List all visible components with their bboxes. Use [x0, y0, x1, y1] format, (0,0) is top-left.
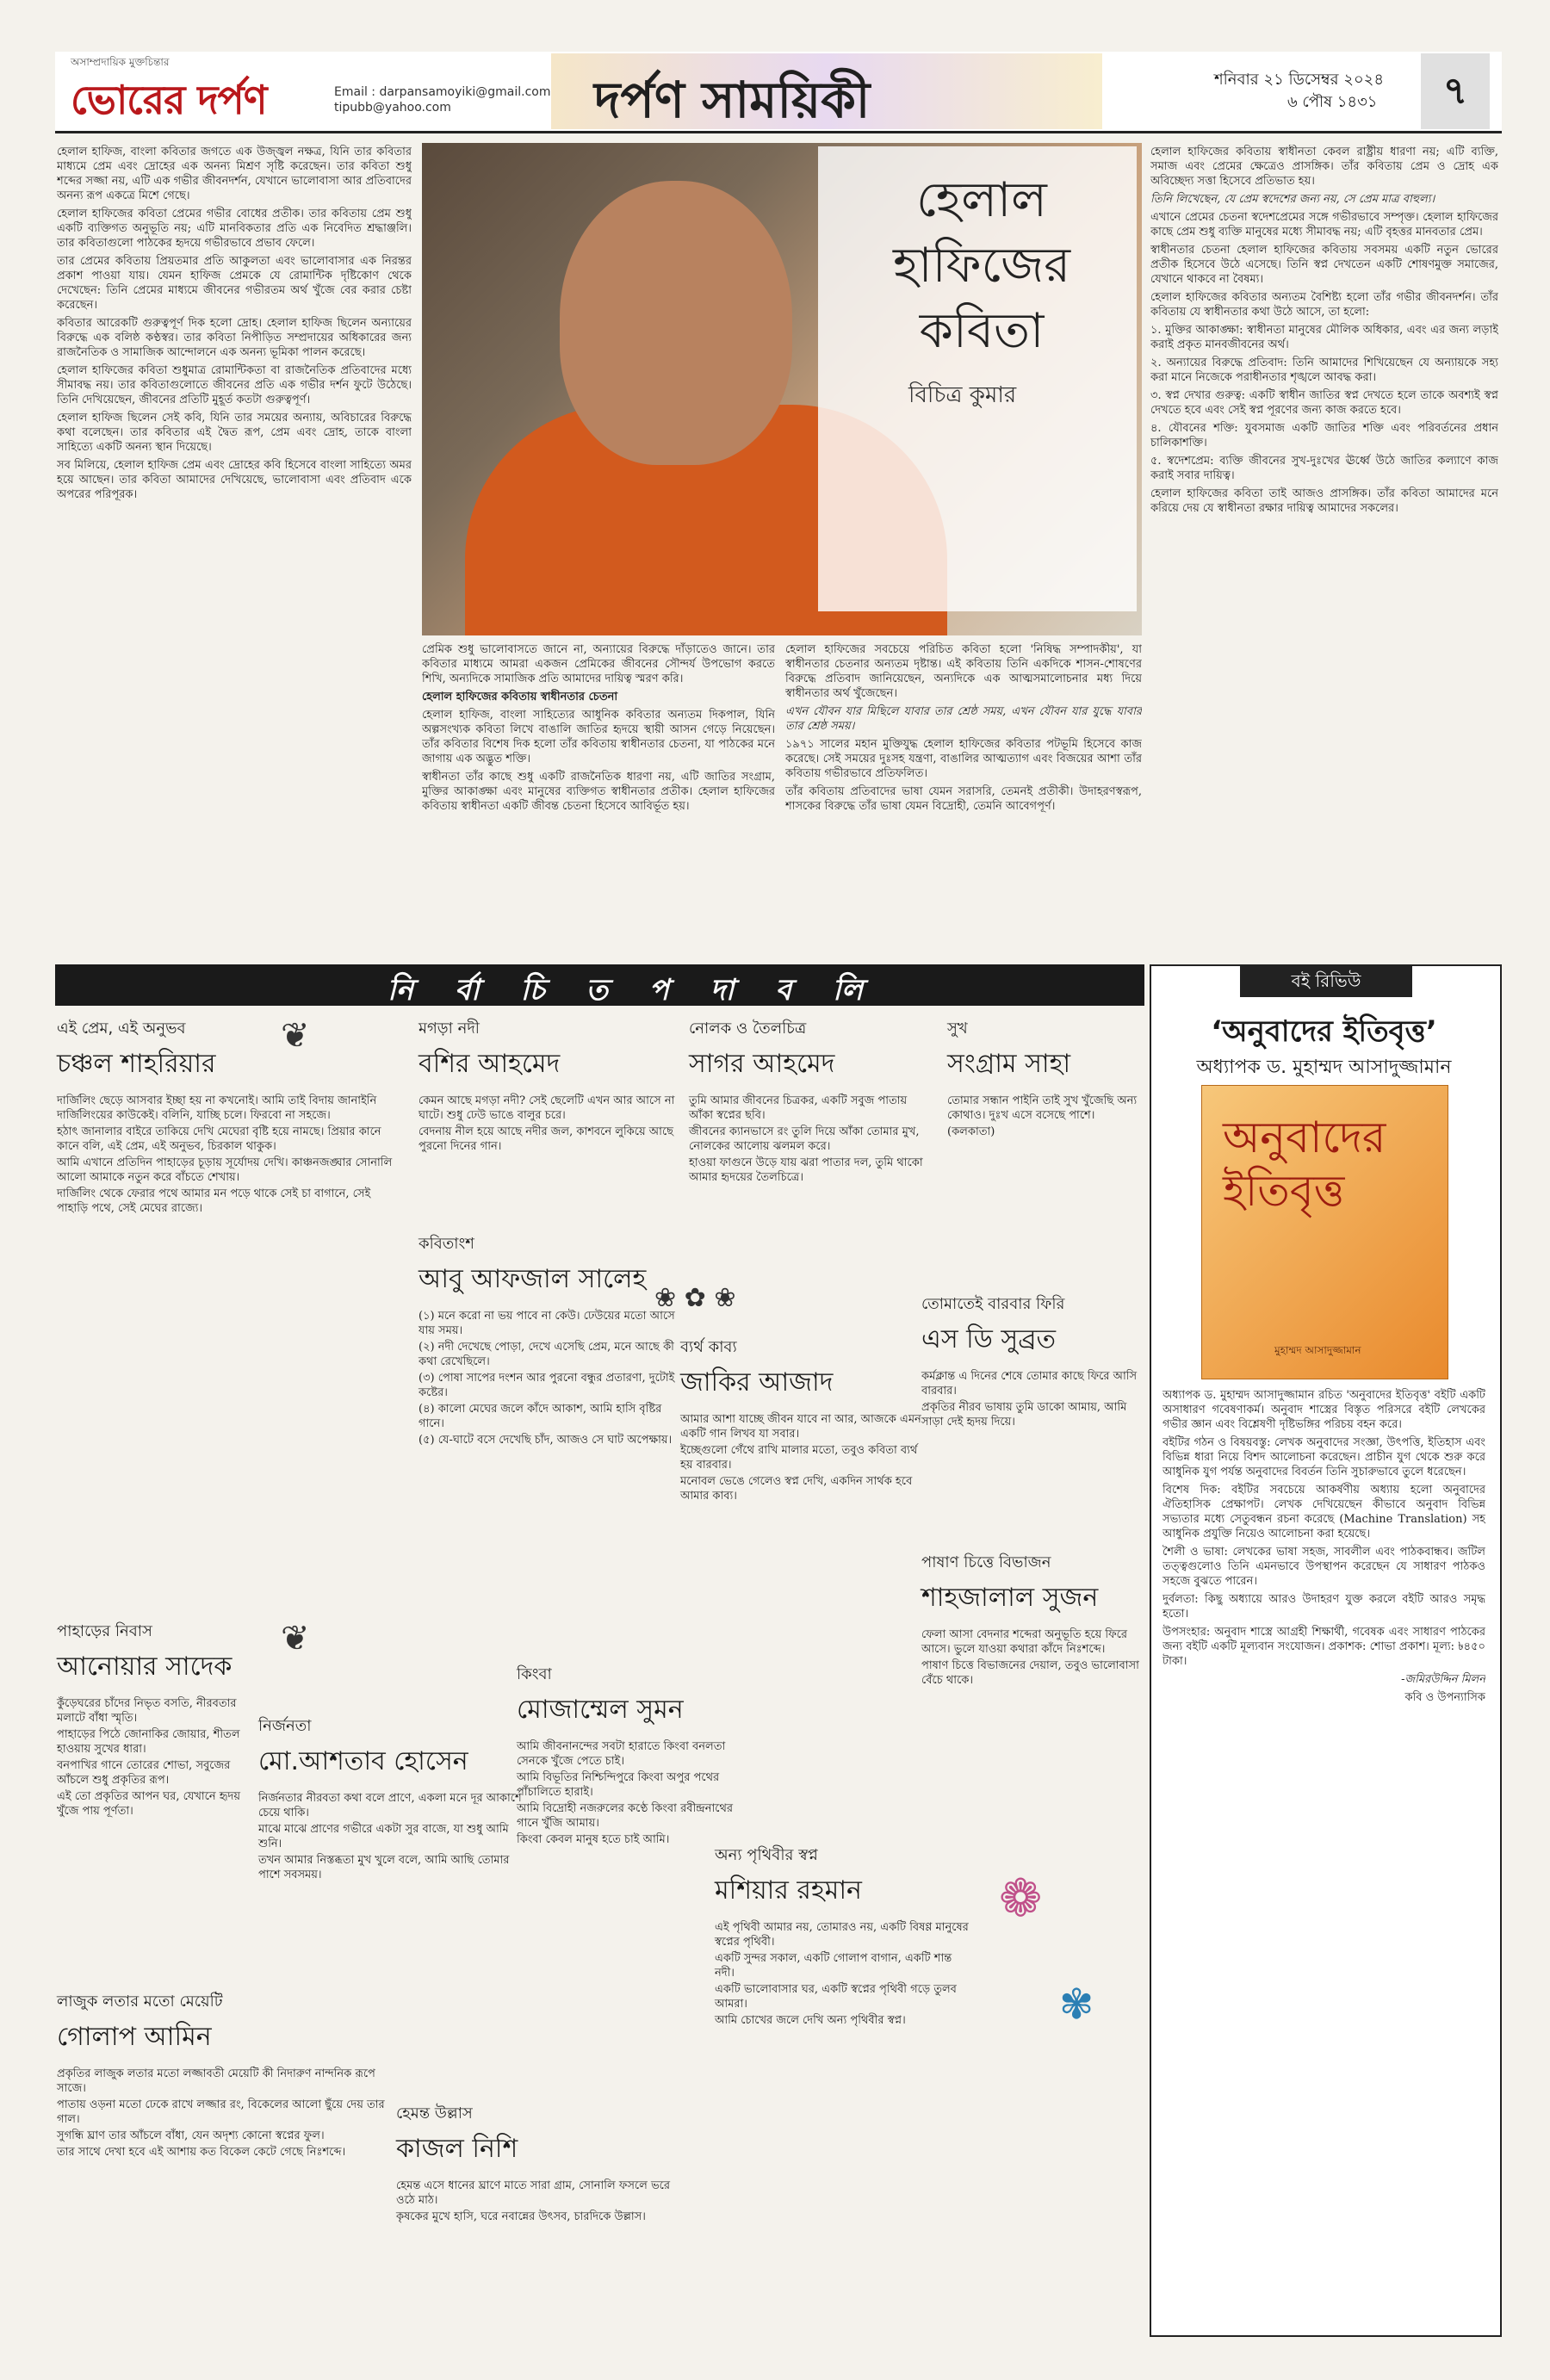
poem-block: [921, 1292, 1141, 1431]
poem-line: মাঝে মাঝে প্রাণের গভীরে একটা সুর বাজে, যা শুধু আমি শুনি।: [258, 1823, 509, 1850]
paragraph: হেলাল হাফিজের কবিতার অন্যতম বৈশিষ্ট্য হলো তাঁর গভীর জীবনদর্শন। তাঁর কবিতায় যে স্বাধীনতার কথা উঠে আসে, তা হলো:: [1150, 291, 1498, 319]
floral-ornament-icon: ❦: [281, 1619, 310, 1658]
poem-block: [921, 1550, 1141, 1689]
paragraph: স্বাধীনতার চেতনা হেলাল হাফিজের কবিতায় সবসময় একটি নতুন ভোরের প্রতীক হিসেবে উঠে এসেছে। তিনি স্বপ্ন দেখতেন একটি শোষণমুক্ত সমাজের, যেখানে থাকবে না বৈষম্য।: [1150, 244, 1498, 286]
feature-column-2: [422, 642, 775, 954]
poet-name: আবু আফজাল সালেহ: [418, 1264, 647, 1294]
selected-poems-title: নি র্বা চি ত প দা ব লি: [388, 973, 879, 1007]
poem-block: [57, 1989, 401, 2161]
poet-name: আনোয়ার সাদেক: [57, 1652, 232, 1682]
poet-name: মো.আশতাব হোসেন: [258, 1746, 468, 1776]
poem-title: এই প্রেম, এই অনুভব: [57, 1020, 186, 1038]
flower-vine-icon: ✾: [1059, 1980, 1094, 2029]
poem-line: তোমার সন্ধান পাইনি তাই সুখ খুঁজেছি অন্য কোথাও। দুঃখ এসে বসেছে পাশে।: [947, 1094, 1138, 1122]
page-number: ৭: [1421, 53, 1490, 129]
paragraph: কবিতার আরেকটি গুরুত্বপূর্ণ দিক হলো দ্রোহ। হেলাল হাফিজ ছিলেন অন্যায়ের বিরুদ্ধে এক বলিষ্ঠ কণ্ঠস্বর। তার কবিতা নিপীড়িত সম্প্রদায়ের অধিকারের জন্য রাজনৈতিক ও সামাজিক আন্দোলনে এক অনন্য ভূমিকা পালন করেছে।: [57, 317, 412, 359]
poem-line: (১) মনে করো না ভয় পাবে না কেউ। ঢেউয়ের মতো আসে যায় সময়।: [418, 1310, 675, 1337]
poem-line: তখন আমার নিস্তব্ধতা মুখ খুলে বলে, আমি আছি তোমার পাশে সবসময়।: [258, 1854, 510, 1881]
feature-column-3: [785, 642, 1142, 954]
poem-block: [396, 2101, 689, 2226]
flower-vine-icon: ❁: [999, 1869, 1043, 1929]
poem-line: হঠাৎ জানালার বাইরে তাকিয়ে দেখি মেঘেরা বৃষ্টি হয়ে নামছে। প্রিয়ার কানে কানে বলি, এই প্রেম, এই অনুভব, চিরকাল থাকুক।: [57, 1125, 381, 1153]
poem-line: প্রকৃতির নীরব ভাষায় তুমি ডাকো আমায়, আমি সাড়া দেই হৃদয় দিয়ে।: [921, 1401, 1127, 1429]
list-item: ৫. স্বদেশপ্রেম: ব্যক্তি জীবনের সুখ-দুঃখের ঊর্ধ্বে উঠে জাতির কল্যাণে কাজ করাই সবার দায়িত্ব।: [1150, 455, 1498, 482]
poem-line: দার্জিলিং ছেড়ে আসবার ইচ্ছা হয় না কখনোই। আমি তাই বিদায় জানাইনি দার্জিলিংয়ের কাউকেই। বলিনি, যাচ্ছি চলে। ফিরবো না সহজে।: [57, 1094, 377, 1122]
poem-line: আমার আশা যাচ্ছে জীবন যাবে না আর, আজকে এমন একটি গান লিখব যা সবার।: [680, 1413, 921, 1441]
poem-block: [258, 1714, 534, 1884]
poem-line: জীবনের ক্যানভাসে রং তুলি দিয়ে আঁকা তোমার মুখ, নোলকের আলোয় ঝলমল করে।: [689, 1125, 920, 1153]
poem-block: [57, 1016, 401, 1218]
poem-line: একটি ভালোবাসার ঘর, একটি স্বপ্নের পৃথিবী গড়ে তুলব আমরা।: [715, 1983, 957, 2011]
poem-title: নির্জনতা: [258, 1717, 312, 1735]
subheading: হেলাল হাফিজের কবিতায় স্বাধীনতার চেতনা: [422, 691, 618, 703]
poem-line: মনোবল ভেঙে গেলেও স্বপ্ন দেখি, একদিন সার্থক হবে আমার কাব্য।: [680, 1475, 913, 1503]
paragraph: প্রেমিক শুধু ভালোবাসতে জানে না, অন্যায়ের বিরুদ্ধে দাঁড়াতেও জানে। তার কবিতার মাধ্যমে আমরা একজন প্রেমিকের জীবনের সৌন্দর্য উপভোগ করতে শিখি, অন্যদিকে সামাজিক প্রতি আমাদের দায়িত্ব স্মরণ করি।: [422, 643, 775, 685]
contact-email: [334, 84, 551, 115]
paragraph: হেলাল হাফিজের কবিতায় স্বাধীনতা কেবল রাষ্ট্রীয় ধারণা নয়; এটি ব্যক্তি, সমাজ এবং প্রেমের ক্ষেত্রেও প্রাসঙ্গিক। তাঁর কবিতায় প্রেম ও দ্রোহ এক অবিচ্ছেদ্য সত্তা হিসেবে প্রতিভাত হয়।: [1150, 146, 1498, 188]
poem-line: (২) নদী দেখেছে পোড়া, দেখে এসেছি প্রেম, মনে আছে কী কথা রেখেছিলে।: [418, 1341, 674, 1368]
poem-title: অন্য পৃথিবীর স্বপ্ন: [715, 1846, 818, 1864]
poem-block: [680, 1335, 921, 1505]
poem-line: আমি বিদ্রোহী নজরুলের কণ্ঠে কিংবা রবীন্দ্রনাথের গানে খুঁজি আমায়।: [517, 1802, 734, 1830]
poet-name: এস ডি সুব্রত: [921, 1324, 1057, 1354]
poem-line: পাহাড়ের পিঠে জোনাকির জোয়ার, শীতল হাওয়ায় সুখের ধারা।: [57, 1728, 240, 1756]
paragraph: হেলাল হাফিজ, বাংলা সাহিত্যের আধুনিক কবিতার অন্যতম দিকপাল, যিনি অল্পসংখ্যক কবিতা লিখে বাঙালি জাতির হৃদয়ে স্থায়ী আসন গেড়ে নিয়েছেন। তাঁর কবিতার বিশেষ দিক হলো তাঁর কবিতায় স্বাধীনতার চেতনা, যা পাঠকের মনে জাগায় এক অদ্ভুত শক্তি।: [422, 709, 775, 765]
poem-title: তোমাতেই বারবার ফিরি: [921, 1295, 1065, 1313]
poem-title: ব্যর্থ কাব্য: [680, 1338, 737, 1356]
feature-byline: বিচিত্র কুমার: [908, 382, 1017, 408]
paragraph: তার প্রেমের কবিতায় প্রিয়তমার প্রতি আকুলতা এবং ভালোবাসার এক নিরন্তর প্রকাশ পাওয়া যায়। যেমন হাফিজ প্রেমকে যে রোমান্টিক দৃষ্টিকোণ থেকে দেখেছেন: তিনি প্রেমের মাধ্যমে জীবনের গভীরতম অর্থ খুঁজে বের করার চেষ্টা করেছেন।: [57, 255, 412, 312]
poem-line: আমি এখানে প্রতিদিন পাহাড়ের চূড়ায় সূর্যোদয় দেখি। কাঞ্চনজঙ্ঘার সোনালি আলো আমাকে নতুন করে বাঁচতে শেখায়।: [57, 1156, 393, 1184]
poem-line: এই পৃথিবী আমার নয়, তোমারও নয়, একটি বিষণ্ণ মানুষের স্বপ্নের পৃথিবী।: [715, 1921, 969, 1949]
poem-line: তার সাথে দেখা হবে এই আশায় কত বিকেল কেটে গেছে নিঃশব্দে।: [57, 2146, 346, 2159]
poem-line: আমি চোখের জলে দেখি অন্য পৃথিবীর স্বপ্ন।: [715, 2014, 906, 2027]
poem-line: সুগন্ধি ঘ্রাণ তার আঁচলে বাঁধা, যেন অদৃশ্য কোনো স্বপ্নের ফুল।: [57, 2129, 325, 2142]
paragraph: হেলাল হাফিজ ছিলেন সেই কবি, যিনি তার সময়ের অন্যায়, অবিচারের বিরুদ্ধে কথা বলেছেন। তার কবিতার এই দ্বৈত রূপ, প্রেম এবং দ্রোহ, তাকে বাংলা সাহিত্যে একটি অনন্য স্থান দিয়েছে।: [57, 412, 412, 454]
poet-name: চঞ্চল শাহরিয়ার: [57, 1049, 216, 1079]
poet-name: বশির আহমেদ: [418, 1049, 561, 1079]
paragraph: সব মিলিয়ে, হেলাল হাফিজ প্রেম এবং দ্রোহের কবি হিসেবে বাংলা সাহিত্যে অমর হয়ে আছেন। তার কবিতা আমাদের দেখিয়েছে, ভালোবাসা এবং প্রতিবাদ একে অপরের পরিপূরক।: [57, 459, 412, 501]
feature-headline: [848, 168, 1115, 364]
poem-line: (৩) পোষা সাপের দংশন আর পুরনো বন্ধুর প্রতারণা, দুটোই কষ্টের।: [418, 1372, 675, 1399]
paragraph: শৈলী ও ভাষা: লেখকের ভাষা সহজ, সাবলীল এবং পাঠকবান্ধব। জটিল তত্ত্বগুলোও তিনি এমনভাবে উপস্থাপন করেছেন যে সাধারণ পাঠকও সহজে বুঝতে পারেন।: [1162, 1546, 1485, 1588]
poem-line: (৫) যে-ঘাটে বসে দেখেছি চাঁদ, আজও সে ঘাট অপেক্ষায়।: [418, 1434, 673, 1447]
poet-name: সাগর আহমেদ: [689, 1049, 835, 1079]
poem-line: নির্জনতার নীরবতা কথা বলে প্রাণে, একলা মনে দূর আকাশে চেয়ে থাকি।: [258, 1792, 522, 1819]
poem-title: সুখ: [947, 1020, 968, 1038]
brand-tagline: অসাম্প্রদায়িক মুক্তচিন্তার: [71, 56, 170, 68]
paragraph: তাঁর কবিতায় প্রতিবাদের ভাষা যেমন সরাসরি, তেমনই প্রতীকী। উদাহরণস্বরূপ, শাসকের বিরুদ্ধে তাঁর ভাষা যেমন বিদ্রোহী, তেমনি আবেগপূর্ণ।: [785, 785, 1142, 813]
poet-name: সংগ্রাম সাহা: [947, 1049, 1071, 1079]
paragraph: স্বাধীনতা তাঁর কাছে শুধু একটি রাজনৈতিক ধারণা নয়, এটি জাতির সংগ্রাম, মুক্তির আকাঙ্ক্ষা এবং মানুষের ব্যক্তিগত স্বাধীনতার প্রতীক। হেলাল হাফিজের কবিতায় স্বাধীনতা একটি জীবন্ত চেতনা হিসেবে আবির্ভূত হয়।: [422, 771, 775, 813]
poem-line: এই তো প্রকৃতির আপন ঘর, যেখানে হৃদয় খুঁজে পায় পূর্ণতা।: [57, 1790, 240, 1818]
poem-line: একটি সুন্দর সকাল, একটি গোলাপ বাগান, একটি শান্ত নদী।: [715, 1952, 952, 1980]
poem-line: কুঁড়েঘরের চাঁদের নিভৃত বসতি, নীরবতার মলাটে বাঁধা স্মৃতি।: [57, 1697, 237, 1725]
date-gregorian: শনিবার ২১ ডিসেম্বর ২০২৪: [1214, 71, 1385, 89]
poem-title: হেমন্ত উল্লাস: [396, 2104, 473, 2123]
poem-line: (৪) কালো মেঘের জলে কাঁদে আকাশ, আমি হাসি বৃষ্টির গানে।: [418, 1403, 662, 1430]
poem-line: দার্জিলিং থেকে ফেরার পথে আমার মন পড়ে থাকে সেই চা বাগানে, সেই পাহাড়ি পথে, সেই মেঘের রাজ্যে।: [57, 1187, 371, 1215]
poem-title: পাষাণ চিত্তে বিভাজন: [921, 1553, 1051, 1571]
quote: এখন যৌবন যার মিছিলে যাবার তার শ্রেষ্ঠ সময়, এখন যৌবন যার যুদ্ধে যাবার তার শ্রেষ্ঠ সময়।: [785, 705, 1142, 733]
poet-name: মোজাম্মেল সুমন: [517, 1695, 684, 1725]
poem-title: মগড়া নদী: [418, 1020, 480, 1038]
headline-line-3: কবিতা: [919, 303, 1045, 359]
feature-column-1: [57, 145, 412, 954]
poem-title: লাজুক লতার মতো মেয়েটি: [57, 1993, 223, 2011]
paragraph: হেলাল হাফিজের কবিতা শুধুমাত্র রোমান্টিকতা বা রাজনৈতিক প্রতিবাদের মধ্যে সীমাবদ্ধ নয়। তার কবিতাগুলোতে জীবনের প্রতি এক গভীর দর্শন ফুটে উঠেছে। তিনি দেখিয়েছেন, জীবনের প্রতিটি মুহূর্ত কতটা গুরুত্বপূর্ণ।: [57, 364, 412, 406]
poem-block: [418, 1231, 677, 1449]
poem-block: [947, 1016, 1141, 1141]
poem-line: কৃষকের মুখে হাসি, ঘরে নবান্নের উৎসব, চারদিকে উল্লাস।: [396, 2210, 646, 2223]
book-review-author: অধ্যাপক ড. মুহাম্মদ আসাদুজ্জামান: [1196, 1057, 1452, 1078]
paragraph: বইটির গঠন ও বিষয়বস্তু: লেখক অনুবাদের সংজ্ঞা, উৎপত্তি, ইতিহাস এবং বিভিন্ন ধারা নিয়ে বিশদ আলোচনা করেছেন। প্রাচীন যুগ থেকে শুরু করে আধুনিক যুগ পর্যন্ত অনুবাদের বিবর্তন তিনি সুচারুভাবে তুলে ধরেছেন।: [1162, 1436, 1485, 1478]
poem-line: কিংবা কেবল মানুষ হতে চাই আমি।: [517, 1833, 670, 1846]
book-cover-author: মুহাম্মদ আসাদুজ্জামান: [1274, 1344, 1361, 1356]
headline-line-1: হেলাল: [916, 172, 1047, 228]
paragraph: হেলাল হাফিজের সবচেয়ে পরিচিত কবিতা হলো 'নিষিদ্ধ সম্পাদকীয়', যা স্বাধীনতার চেতনার অন্যতম দৃষ্টান্ত। এই কবিতায় তিনি একদিকে শাসন-শোষণের বিরুদ্ধে প্রতিবাদ জানিয়েছেন, অন্যদিকে এক আত্মসমালোচনার মধ্য দিয়ে স্বাধীনতার অর্থ খুঁজেছেন।: [785, 643, 1142, 700]
poem-line: বনপাখির গানে তোরের শোভা, সবুজের আঁচলে শুধু প্রকৃতির রূপ।: [57, 1759, 231, 1787]
newspaper-logo: ভোরের দর্পণ: [71, 77, 267, 123]
poem-title: কবিতাংশ: [418, 1235, 474, 1253]
poem-line: আমি জীবনানন্দের সবটা হারাতে কিংবা বনলতা সেনকে খুঁজে পেতে চাই।: [517, 1740, 726, 1768]
poet-name: মশিয়ার রহমান: [715, 1875, 862, 1906]
email-line-1: Email : darpansamoyiki@gmail.com: [334, 85, 551, 99]
book-review-title: ‘অনুবাদের ইতিবৃত্ত’: [1211, 1014, 1437, 1049]
poet-photo-face: [560, 181, 792, 465]
poem-block: [715, 1843, 973, 2030]
reviewer-role: কবি ও উপন্যাসিক: [1404, 1691, 1485, 1704]
poem-line: কেমন আছে মগড়া নদী? সেই ছেলেটি এখন আর আসে না ঘাটে। শুধু ঢেউ ভাঙে বালুর চরে।: [418, 1094, 675, 1122]
poem-line: ফেলা আসা বেদনার শব্দেরা অনুভূতি হয়ে ফিরে আসে। ভুলে যাওয়া কথারা কাঁদে নিঃশব্দে।: [921, 1628, 1128, 1656]
poem-block: [689, 1016, 930, 1187]
email-line-2: tipubb@yahoo.com: [334, 101, 451, 115]
reviewer-name: -জমিরউদ্দিন মিলন: [1401, 1673, 1485, 1686]
poem-line: পাতায় ওড়না মতো ঢেকে রাখে লজ্জার রং, বিকেলের আলো ছুঁয়ে দেয় তার গাল।: [57, 2098, 385, 2126]
paragraph: হেলাল হাফিজের কবিতা তাই আজও প্রাসঙ্গিক। তাঁর কবিতা আমাদের মনে করিয়ে দেয় যে স্বাধীনতা রক্ষার দায়িত্ব আমাদের সকলের।: [1150, 487, 1498, 515]
book-review-body: [1162, 1388, 1485, 2292]
poet-name: শাহজালাল সুজন: [921, 1583, 1099, 1613]
headline-line-2: হাফিজের: [892, 238, 1070, 294]
quote: তিনি লিখেছেন, যে প্রেম স্বদেশের জন্য নয়, সে প্রেম মাত্র বাহুল্য।: [1150, 193, 1435, 206]
poem-title: নোলক ও তৈলচিত্র: [689, 1020, 807, 1038]
date-bangla: ৬ পৌষ ১৪৩১: [1287, 93, 1378, 111]
poem-block: [418, 1016, 677, 1156]
paragraph: অধ্যাপক ড. মুহাম্মদ আসাদুজ্জামান রচিত 'অনুবাদের ইতিবৃত্ত' বইটি একটি অসাধারণ গবেষণাকর্ম। অনুবাদ শাস্ত্রের বিস্তৃত পরিসরে বইটি লেখকের গভীর জ্ঞান এবং বিশ্লেষণী দৃষ্টিভঙ্গির পরিচয় বহন করে।: [1162, 1389, 1485, 1431]
lotus-ornament-icon: ❀ ✿ ❀: [654, 1283, 736, 1313]
section-title: দর্পণ সাময়িকী: [594, 71, 871, 129]
paragraph: এখানে প্রেমের চেতনা স্বদেশপ্রেমের সঙ্গে গভীরভাবে সম্পৃক্ত। হেলাল হাফিজের কাছে প্রেম শুধু ব্যক্তি মানুষের মধ্যে সীমাবদ্ধ নয়; এটি বৃহত্তর মানবতার প্রেম।: [1150, 211, 1498, 239]
paragraph: বিশেষ দিক: বইটির সবচেয়ে আকর্ষণীয় অধ্যায় হলো অনুবাদের ঐতিহাসিক প্রেক্ষাপট। লেখক দেখিয়েছেন কীভাবে অনুবাদ বিভিন্ন সভ্যতার মধ্যে সেতুবন্ধন রচনা করেছে (Machine Translation) সহ আধুনিক প্রযুক্তি নিয়েও আলোচনা করা হয়েছে।: [1162, 1484, 1485, 1540]
poem-line: হেমন্ত এসে ধানের ঘ্রাণে মাতে সারা গ্রাম, সোনালি ফসলে ভরে ওঠে মাঠ।: [396, 2179, 671, 2207]
list-item: ১. মুক্তির আকাঙ্ক্ষা: স্বাধীনতা মানুষের মৌলিক অধিকার, এবং এর জন্য লড়াই করাই প্রকৃত মানবজীবনের অর্থ।: [1150, 324, 1498, 351]
feature-column-4: [1150, 145, 1498, 954]
poem-line: (কলকাতা): [947, 1125, 995, 1138]
poem-title: পাহাড়ের নিবাস: [57, 1622, 152, 1640]
poem-line: কর্মক্লান্ত এ দিনের শেষে তোমার কাছে ফিরে আসি বারবার।: [921, 1370, 1138, 1398]
poem-line: আমি বিভূতির নিশ্চিন্দিপুরে কিংবা অপুর পথের পাঁচালিতে হারাই।: [517, 1771, 720, 1799]
poem-line: পাষাণ চিত্তে বিভাজনের দেয়াল, তবুও ভালোবাসা বেঁচে থাকে।: [921, 1659, 1139, 1687]
list-item: ২. অন্যায়ের বিরুদ্ধে প্রতিবাদ: তিনি আমাদের শিখিয়েছেন যে অন্যায়কে সহ্য করা মানে নিজেকে পরাধীনতার শৃঙ্খলে আবদ্ধ করা।: [1150, 356, 1498, 384]
paragraph: ১৯৭১ সালের মহান মুক্তিযুদ্ধ হেলাল হাফিজের কবিতার পটভূমি হিসেবে কাজ করেছে। সেই সময়ের দুঃসহ যন্ত্রণা, বাঙালির আত্মত্যাগ এবং বিজয়ের আশা তাঁর কবিতায় গভীরভাবে প্রতিফলিত।: [785, 738, 1142, 780]
poet-name: গোলাপ আমিন: [57, 2022, 212, 2052]
poem-block: [517, 1662, 741, 1849]
poem-line: হাওয়া ফাগুনে উড়ে যায় ঝরা পাতার দল, তুমি থাকো আমার হৃদয়ের তৈলচিত্রে।: [689, 1156, 923, 1184]
book-cover-title: অনুবাদের ইতিবৃত্ত: [1223, 1113, 1386, 1216]
paragraph: হেলাল হাফিজ, বাংলা কবিতার জগতে এক উজ্জ্বল নক্ষত্র, যিনি তার কবিতার মাধ্যমে প্রেম এবং দ্রোহের এক অনন্য মিশ্রণ সৃষ্টি করেছেন। তার কবিতা শুধু শব্দের সজ্জা নয়, এটি এক গভীর জীবনদর্শন, যেখানে ভালোবাসা আর প্রতিবাদের অনন্য রূপ একত্রে মিশে গেছে।: [57, 146, 412, 202]
poem-line: ইচ্ছেগুলো গেঁথে রাখি মালার মতো, তবুও কবিতা ব্যর্থ হয় বারবার।: [680, 1444, 918, 1472]
book-review-tag: বই রিভিউ: [1240, 964, 1412, 997]
poem-line: বেদনায় নীল হয়ে আছে নদীর জল, কাশবনে লুকিয়ে আছে পুরনো দিনের গান।: [418, 1125, 674, 1153]
list-item: ৩. স্বপ্ন দেখার গুরুত্ব: একটি স্বাধীন জাতির স্বপ্ন দেখতে হলে তাকে অবশ্যই স্বপ্ন দেখতে হবে এবং সেই স্বপ্ন পূরণের জন্য কাজ করতে হবে।: [1150, 389, 1498, 417]
paragraph: হেলাল হাফিজের কবিতা প্রেমের গভীর বোধের প্রতীক। তার কবিতায় প্রেম শুধু একটি ব্যক্তিগত অনুভূতি নয়; এটি মানবিকতার প্রতি এক নিবেদিত শ্রদ্ধাঞ্জলি। তার কবিতাগুলো পাঠকের হৃদয়ে গভীরভাবে প্রভাব ফেলে।: [57, 208, 412, 250]
poem-line: প্রকৃতির লাজুক লতার মতো লজ্জাবতী মেয়েটি কী নিদারুণ নান্দনিক রূপে সাজে।: [57, 2067, 375, 2095]
poet-name: কাজল নিশি: [396, 2134, 518, 2164]
floral-ornament-icon: ❦: [281, 1016, 310, 1056]
list-item: ৪. যৌবনের শক্তি: যুবসমাজ একটি জাতির শক্তি এবং পরিবর্তনের প্রধান চালিকাশক্তি।: [1150, 422, 1498, 449]
poet-name: জাকির আজাদ: [680, 1367, 834, 1398]
poem-title: কিংবা: [517, 1665, 552, 1683]
paragraph: দুর্বলতা: কিছু অধ্যায়ে আরও উদাহরণ যুক্ত করলে বইটি আরও সমৃদ্ধ হতো।: [1162, 1593, 1485, 1621]
poem-line: তুমি আমার জীবনের চিত্রকর, একটি সবুজ পাতায় আঁকা স্বপ্নের ছবি।: [689, 1094, 908, 1122]
paragraph: উপসংহার: অনুবাদ শাস্ত্রে আগ্রহী শিক্ষার্থী, গবেষক এবং সাধারণ পাঠকের জন্য বইটি একটি মূল্যবান সংযোজন। প্রকাশক: শোভা প্রকাশ। মূল্য: ৳৪৫০ টাকা।: [1162, 1626, 1485, 1668]
